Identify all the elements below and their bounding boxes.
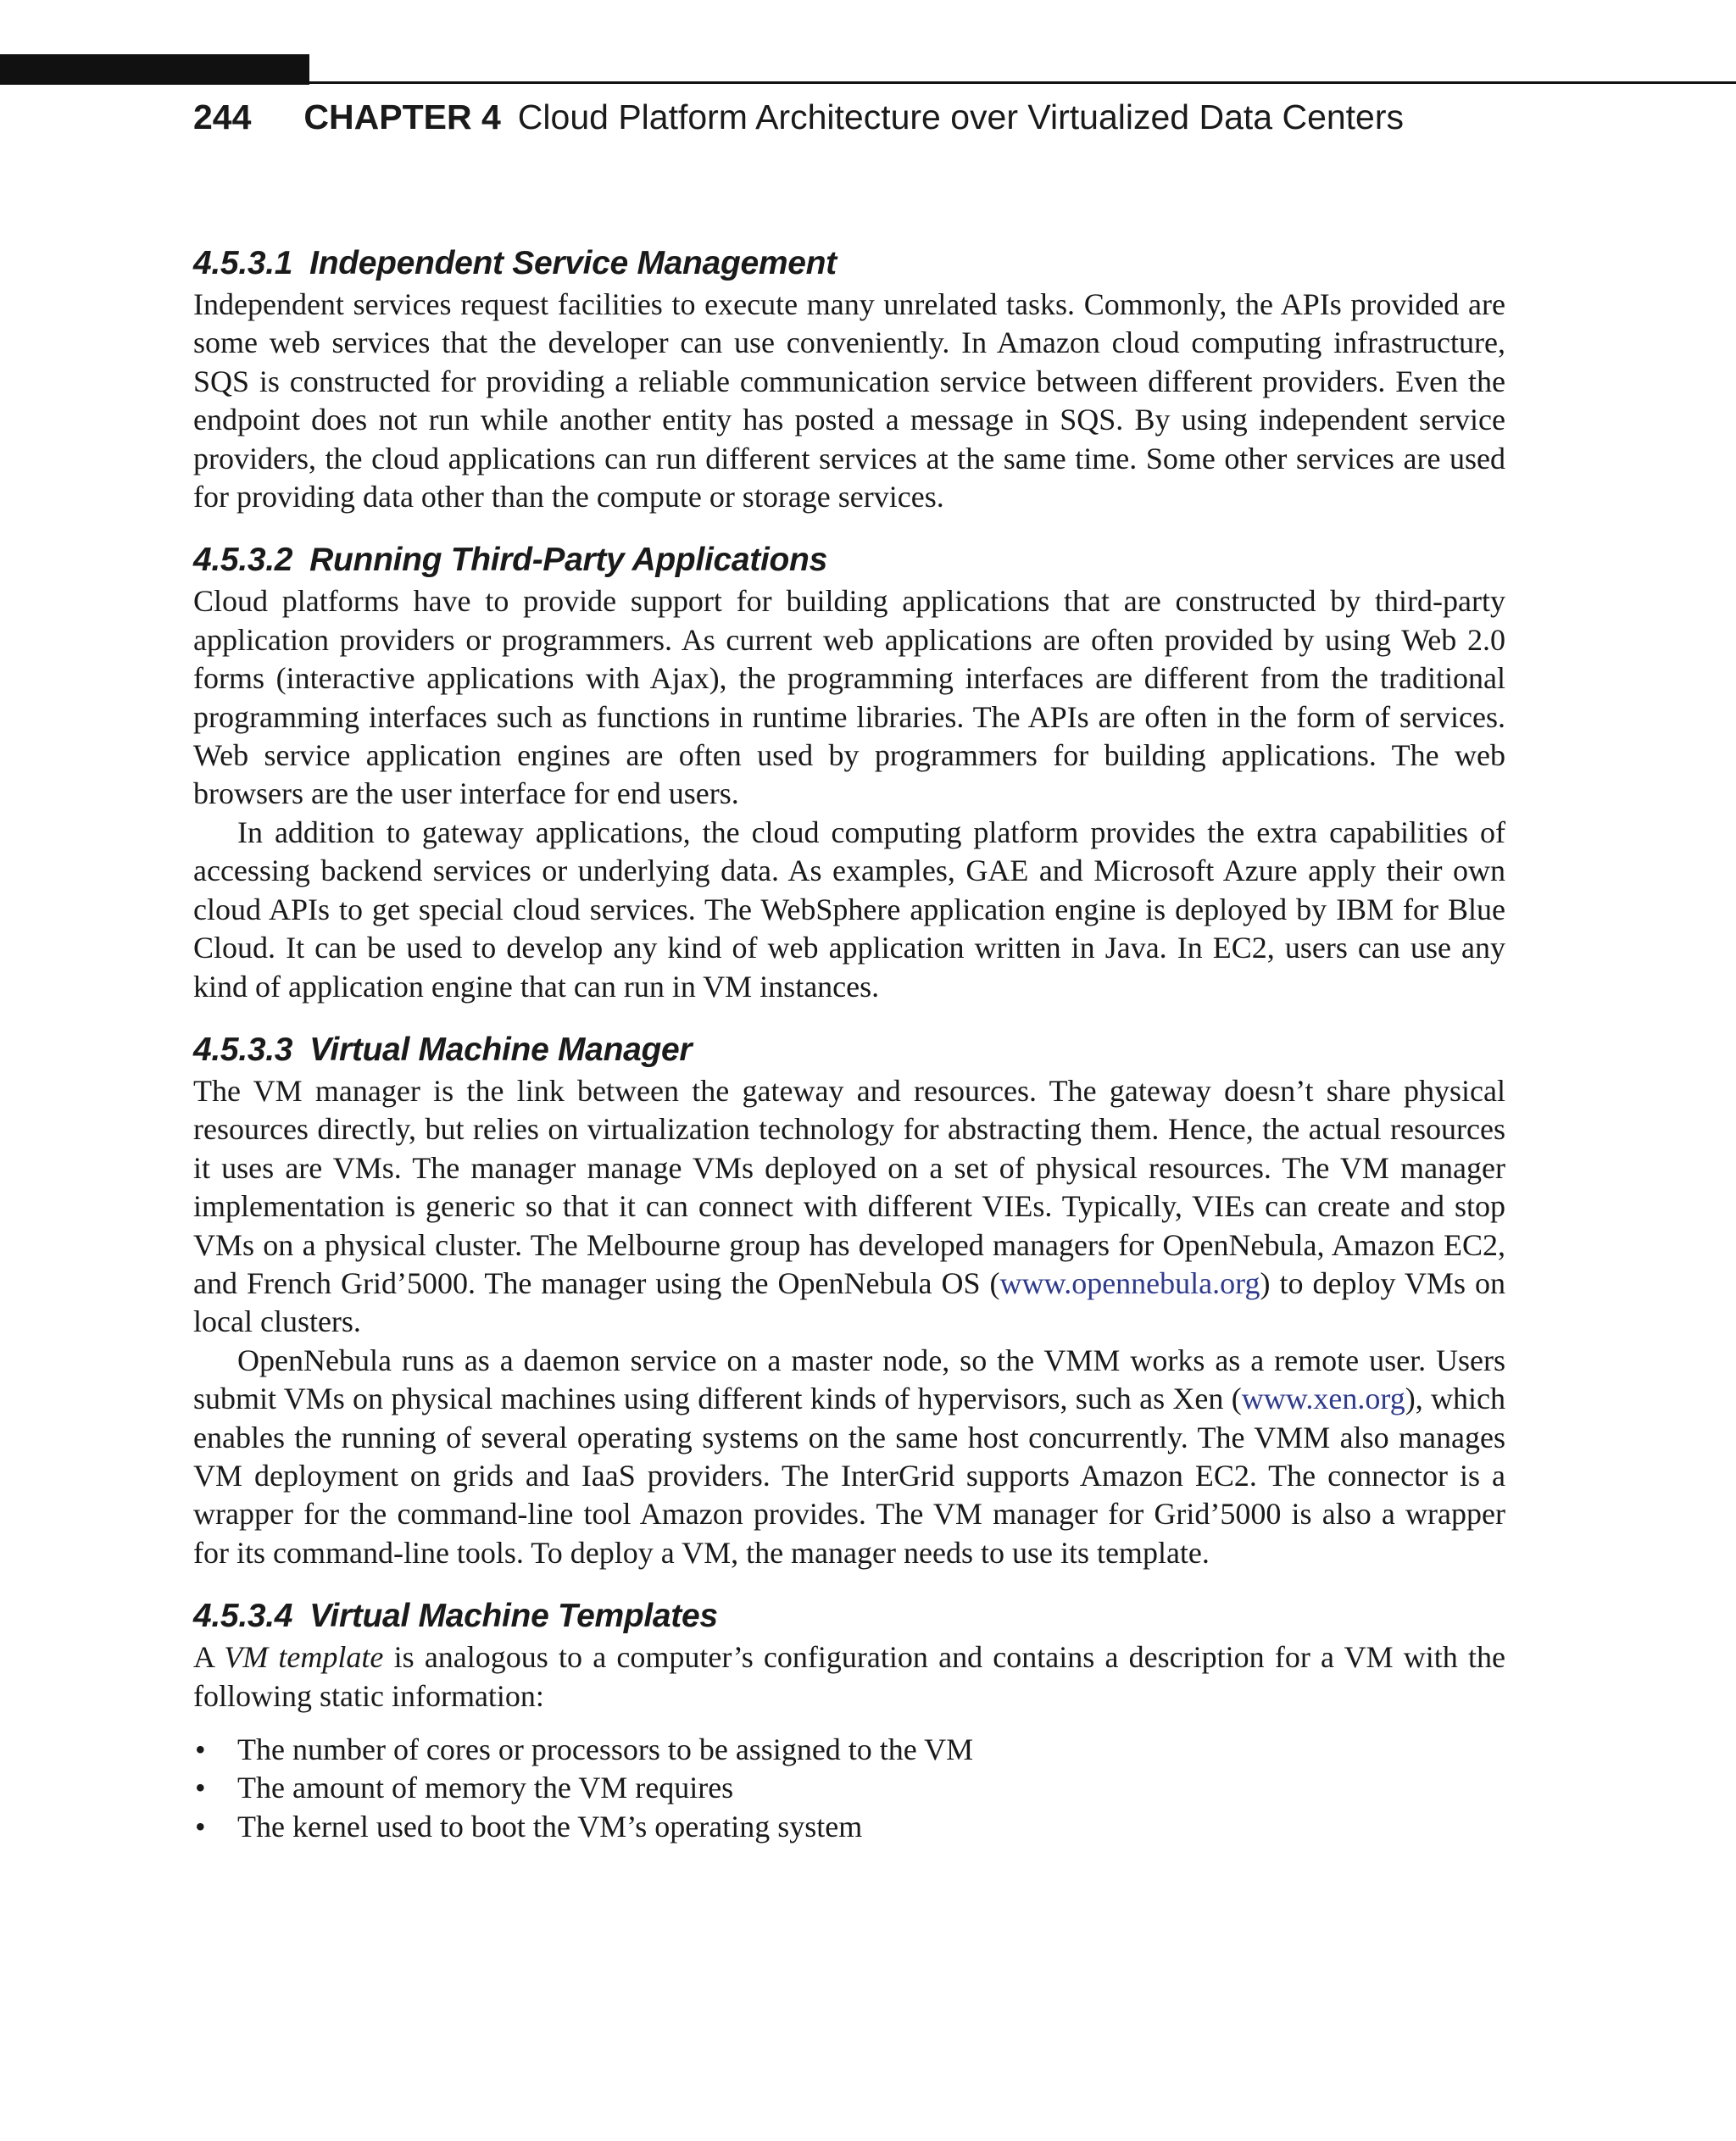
bullet-icon: • (195, 1771, 206, 1805)
xen-link[interactable]: www.xen.org (1241, 1382, 1405, 1416)
section-title: Virtual Machine Manager (309, 1031, 693, 1068)
paragraph: Cloud platforms have to provide support for building applications that are constructed by third-party application providers or programmers. As current web applications are often provided by using Web 2.0 forms (interactive applications with Ajax), the programming interfaces are different from the traditional programming interfaces such as functions in runtime libraries. The APIs are often in the form of services. Web service application engines are often used by programmers for building applications. The web browsers are the user interface for end users. (193, 584, 1505, 811)
section-title: Virtual Machine Templates (309, 1598, 718, 1635)
section-heading (193, 1028, 1505, 1072)
section-virtual-machine-manager (193, 1028, 1505, 1572)
text-run: ), which enables the running of several operating systems on the same host concurrently. The VMM also manages VM deployment on grids and IaaS providers. The InterGrid supports Amazon EC2. The connector is a wrapper for the command-line tool Amazon provides. The VM manager for Grid’5000 is also a wrapper for its command-line tools. To deploy a VM, the manager needs to use its template. (193, 1382, 1505, 1570)
header-bar-decoration (0, 54, 309, 85)
paragraph (193, 1638, 1505, 1716)
opennebula-link[interactable]: www.opennebula.org (999, 1265, 1260, 1300)
section-heading (193, 538, 1505, 582)
section-number: 4.5.3.2 (193, 542, 293, 579)
list-item-text: The number of cores or processors to be assigned to the VM (237, 1732, 974, 1766)
bullet-list (193, 1731, 1505, 1846)
section-number: 4.5.3.3 (193, 1031, 293, 1068)
section-independent-service-management (193, 242, 1505, 516)
header-rule (309, 81, 1736, 84)
text-run: A (193, 1640, 225, 1675)
paragraph (193, 1342, 1505, 1572)
list-item-text: The amount of memory the VM requires (237, 1771, 734, 1805)
paragraph (193, 1072, 1505, 1342)
list-item-text: The kernel used to boot the VM’s operating system (237, 1809, 863, 1843)
bullet-icon: • (195, 1809, 206, 1843)
section-heading (193, 1594, 1505, 1638)
page-number: 244 (193, 97, 252, 136)
section-number: 4.5.3.1 (193, 245, 293, 281)
text-run: ) to deploy VMs on local clusters. (193, 1265, 1505, 1339)
text-run: OpenNebula runs as a daemon service on a master node, so the VMM works as a remote user. Users submit VMs on physical machines using different kinds of hypervisors, such as Xen ( (193, 1343, 1505, 1416)
list-item (193, 1731, 1505, 1769)
text-run: is analogous to a computer’s configuration and contains a description for a VM with the following static information: (193, 1640, 1505, 1713)
emphasis-term: VM template (224, 1640, 384, 1675)
section-number: 4.5.3.4 (193, 1598, 293, 1635)
paragraph: In addition to gateway applications, the cloud computing platform provides the extra capabilities of accessing backend services or underlying data. As examples, GAE and Microsoft Azure apply their own cloud APIs to get special cloud services. The WebSphere application engine is deployed by IBM for Blue Cloud. It can be used to develop any kind of web application written in Java. In EC2, users can use any kind of application engine that can run in VM instances. (193, 815, 1505, 1004)
bullet-icon: • (195, 1732, 206, 1766)
page-content (193, 242, 1505, 1868)
chapter-title: Cloud Platform Architecture over Virtualized Data Centers (517, 97, 1405, 136)
section-running-third-party-applications (193, 538, 1505, 1005)
section-title: Independent Service Management (309, 245, 837, 281)
paragraph: Independent services request facilities to execute many unrelated tasks. Commonly, the APIs provided are some web services that the developer can use conveniently. In Amazon cloud computing infrastructure, SQS is constructed for providing a reliable communication service between different providers. Even the endpoint does not run while another entity has posted a message in SQS. By using independent service providers, the cloud applications can run different services at the same time. Some other services are used for providing data other than the compute or storage services. (193, 287, 1505, 514)
list-item (193, 1808, 1505, 1846)
running-head (193, 92, 1404, 142)
list-item (193, 1769, 1505, 1807)
section-virtual-machine-templates (193, 1594, 1505, 1846)
chapter-label: CHAPTER 4 (303, 97, 501, 136)
section-heading (193, 242, 1505, 286)
text-run: The VM manager is the link between the gateway and resources. The gateway doesn’t share physical resources directly, but relies on virtualization technology for abstracting them. Hence, the actual resources it uses are VMs. The manager manage VMs deployed on a set of physical resources. The VM manager implementation is generic so that it can connect with different VIEs. Typically, VIEs can create and stop VMs on a physical cluster. The Melbourne group has developed managers for OpenNebula, Amazon EC2, and French Grid’5000. The manager using the OpenNebula OS ( (193, 1073, 1505, 1300)
section-title: Running Third-Party Applications (309, 542, 827, 579)
